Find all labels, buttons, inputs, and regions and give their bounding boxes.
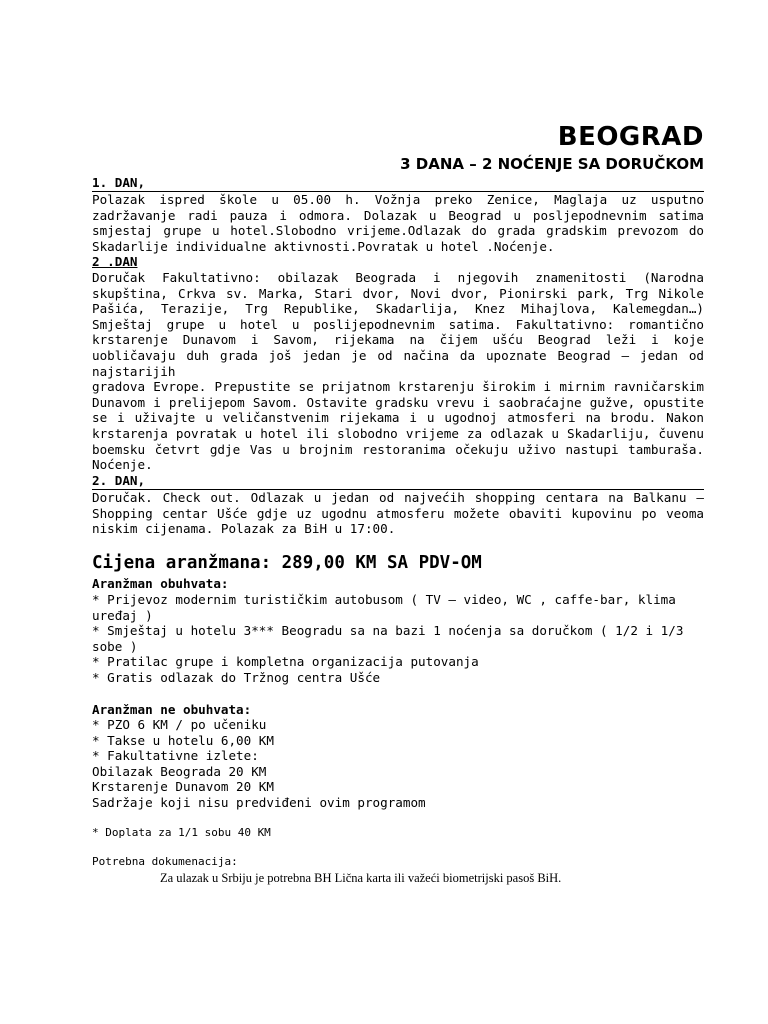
- excludes-list: [92, 717, 704, 811]
- day-3-description: [92, 490, 704, 537]
- day-3-paragraph: Doručak. Check out. Odlazak u jedan od najvećih shopping centara na Balkanu – Shopping centar Ušće gdje uz ugodnu atmosferu možete obaviti kupovinu po veoma niskim cijenama. Polazak za BiH u 17:00.: [92, 490, 704, 537]
- list-item: * Smještaj u hotelu 3*** Beogradu sa na bazi 1 noćenja sa doručkom ( 1/2 i 1/3 sobe ): [92, 623, 684, 654]
- includes-heading: Aranžman obuhvata:: [92, 576, 229, 591]
- list-item: Krstarenje Dunavom 20 KM: [92, 779, 274, 795]
- list-item: Sadržaje koji nisu predviđeni ovim programom: [92, 794, 426, 810]
- list-item: Obilazak Beograda 20 KM: [92, 763, 267, 779]
- day-2-description: [92, 270, 704, 473]
- day-2-heading: 2 .DAN: [92, 254, 138, 269]
- day-1-description: [92, 192, 704, 254]
- documents-label: Potrebna dokumenacija:: [92, 855, 238, 868]
- list-item: * Fakultativne izlete:: [92, 748, 259, 764]
- day-2-paragraph-2: gradova Evrope. Prepustite se prijatnom krstarenju širokim i mirnim ravničarskim Dunavom i prelijepom Savom. Ostavite gradsku vrevu i saobraćajne gužve, opustite se i uživajte u veličanstvenim rijekama i u ugodnoj atmosferi na brodu. Nakon krstarenja povratak u hotel ili slobodno vrijeme za odlazak u Skadarliju, čuvenu boemsku četvrt gdje Vas u brojnim restoranima očekuju uživo nastupi tamburaša. Noćenje.: [92, 379, 704, 473]
- price-heading: Cijena aranžmana: 289,00 KM SA PDV-OM: [92, 553, 482, 573]
- day-2-paragraph-1: Doručak Fakultativno: obilazak Beograda i njegovih znamenitosti (Narodna skupština, Crkva sv. Marka, Stari dvor, Novi dvor, Pionirski park, Trg Nikole Pašića, Terazije, Trg Republike, Skadarlija, Knez Mihajlova, Kalemegdan…) Smještaj grupe u hotel u poslijepodnevnim satima. Fakultativno: romantično krstarenje Dunavom i Savom, rijekama na čijem ušću Beograd leži i koje uobličavaju duh grada još jedan je od načina da upoznate Beograd – jedan od najstarijih: [92, 270, 704, 379]
- documents-text: Za ulazak u Srbiju je potrebna BH Lična karta ili važeći biometrijski pasoš BiH.: [160, 871, 562, 885]
- list-item: * Takse u hotelu 6,00 KM: [92, 732, 274, 748]
- document-subtitle: 3 DANA – 2 NOĆENJE SA DORUČKOM: [400, 155, 704, 173]
- single-room-supplement: * Doplata za 1/1 sobu 40 KM: [92, 826, 271, 839]
- day-3-heading: 2. DAN,: [92, 473, 704, 490]
- document-title: BEOGRAD: [557, 122, 704, 152]
- list-item: * Pratilac grupe i kompletna organizacija putovanja: [92, 654, 479, 670]
- day-1-heading: 1. DAN,: [92, 175, 704, 192]
- includes-list: [92, 592, 704, 686]
- excludes-heading: Aranžman ne obuhvata:: [92, 702, 252, 717]
- list-item: * Prijevoz modernim turističkim autobusom ( TV – video, WC , caffe-bar, klima uređaj ): [92, 592, 676, 623]
- list-item: * PZO 6 KM / po učeniku: [92, 717, 267, 732]
- day-1-paragraph: Polazak ispred škole u 05.00 h. Vožnja preko Zenice, Maglaja uz usputno zadržavanje radi pauza i odmora. Dolazak u Beograd u posljepodnevnim satima smjestaj grupe u hotel.Slobodno vrijeme.Odlazak do grada gradskim prevozom do Skadarlije individualne aktivnosti.Povratak u hotel .Noćenje.: [92, 192, 704, 254]
- list-item: * Gratis odlazak do Tržnog centra Ušće: [92, 669, 381, 685]
